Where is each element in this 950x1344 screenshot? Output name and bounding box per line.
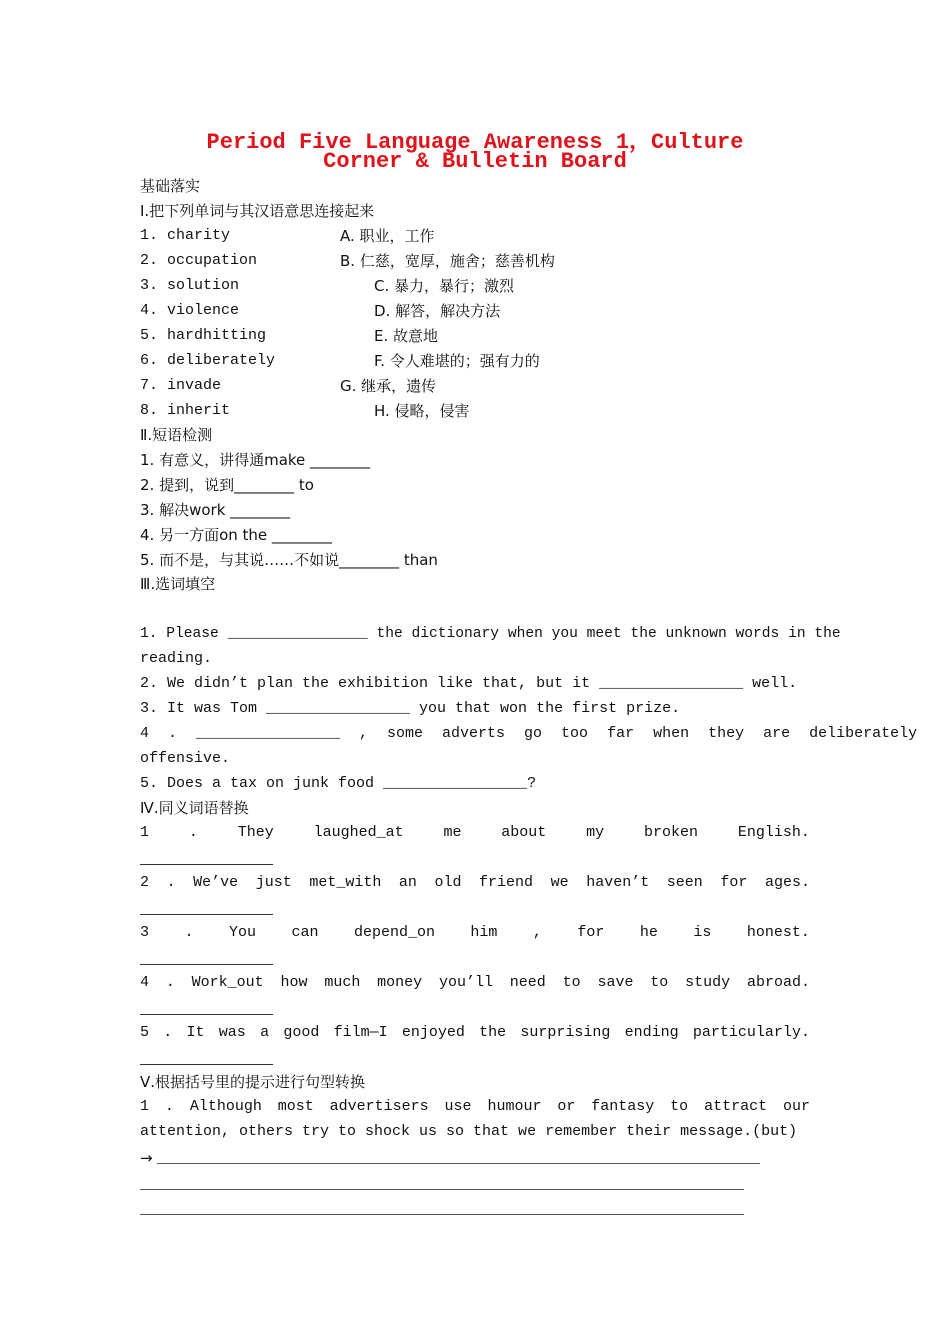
answer-blank — [140, 864, 273, 865]
section-1-heading: Ⅰ.把下列单词与其汉语意思连接起来 — [140, 202, 375, 220]
word: we — [550, 874, 569, 891]
answer-line — [140, 1189, 744, 1190]
fill-blank-item: 3. It was Tom ________________ you that won the first prize. — [140, 700, 681, 717]
meaning-item: D. 解答，解决方法 — [374, 302, 501, 320]
section-2-heading: Ⅱ.短语检测 — [140, 426, 213, 444]
synonym-item-4 — [140, 973, 810, 993]
meaning-item: H. 侵略，侵害 — [374, 402, 470, 420]
answer-line — [140, 1214, 744, 1215]
word: good — [283, 1024, 320, 1041]
word: We’ve — [193, 874, 239, 891]
word: . — [163, 1024, 173, 1041]
word: money — [377, 974, 423, 991]
word: ages. — [764, 874, 810, 891]
word: can — [291, 924, 319, 941]
meaning-item: B. 仁慈，宽厚，施舍；慈善机构 — [340, 252, 555, 270]
fill-blank-item: reading. — [140, 650, 213, 667]
word: laughed_at — [313, 824, 404, 841]
word: Work_out — [191, 974, 264, 991]
page-title-line-1: Period Five Language Awareness 1，Culture — [206, 130, 744, 155]
word-item: 3. solution — [140, 277, 240, 294]
word-item: 4. violence — [140, 302, 240, 319]
word: It — [186, 1024, 205, 1041]
word: him — [470, 924, 498, 941]
word: film—I — [333, 1024, 388, 1041]
meaning-item: C. 暴力，暴行；激烈 — [374, 277, 515, 295]
meaning-item: E. 故意地 — [374, 327, 439, 345]
word: 2 — [140, 874, 150, 891]
section-4-heading: Ⅳ.同义词语替换 — [140, 799, 249, 817]
word-item: 5. hardhitting — [140, 327, 267, 344]
word-item: 6. deliberately — [140, 352, 276, 369]
basic-section-label: 基础落实 — [140, 177, 201, 195]
meaning-item: F. 令人难堪的；强有力的 — [374, 352, 540, 370]
transform-item-1-line-1 — [140, 1097, 810, 1117]
word: particularly. — [692, 1024, 810, 1041]
phrase-item: 2. 提到，说到________ to — [140, 476, 314, 494]
word: abroad. — [746, 974, 810, 991]
word: was — [218, 1024, 246, 1041]
word: friend — [479, 874, 534, 891]
word: . — [165, 974, 175, 991]
word: surprising — [520, 1024, 611, 1041]
word: , — [532, 924, 542, 941]
page-title-line-2: Corner & Bulletin Board — [323, 149, 627, 174]
word: ending — [624, 1024, 679, 1041]
word: about — [501, 824, 547, 841]
word: enjoyed — [401, 1024, 465, 1041]
word: 1 — [140, 824, 150, 841]
word: depend_on — [353, 924, 435, 941]
phrase-item: 4. 另一方面on the ________ — [140, 526, 332, 544]
word: 4 — [140, 974, 150, 991]
word: for — [720, 874, 748, 891]
word: attract — [704, 1098, 768, 1115]
word: seen — [666, 874, 703, 891]
word: me — [443, 824, 462, 841]
word: most — [277, 1098, 314, 1115]
word: met_with — [309, 874, 382, 891]
phrase-item: 3. 解决work ________ — [140, 501, 291, 519]
answer-line — [157, 1163, 760, 1164]
phrase-item: 5. 而不是，与其说……不如说________ than — [140, 551, 438, 569]
word: to — [670, 1098, 689, 1115]
word: much — [324, 974, 361, 991]
word: honest. — [746, 924, 810, 941]
word: Although — [189, 1098, 262, 1115]
word: you’ll — [438, 974, 493, 991]
word-item: 1. charity — [140, 227, 231, 244]
synonym-item-5 — [140, 1023, 810, 1043]
word: the — [479, 1024, 507, 1041]
word: advertisers — [329, 1098, 429, 1115]
word: my — [586, 824, 605, 841]
word: They — [237, 824, 274, 841]
answer-blank — [140, 914, 273, 915]
word: use — [444, 1098, 472, 1115]
synonym-item-3 — [140, 923, 810, 943]
word: study — [685, 974, 731, 991]
word: . — [184, 924, 194, 941]
word: or — [557, 1098, 576, 1115]
word: humour — [487, 1098, 542, 1115]
meaning-item: A. 职业，工作 — [340, 227, 435, 245]
word: old — [434, 874, 462, 891]
synonym-item-2 — [140, 873, 810, 893]
synonym-item-1 — [140, 823, 810, 843]
word: a — [260, 1024, 270, 1041]
fill-blank-item: 4 . ________________ , some adverts go too far when they are deliberately — [140, 725, 918, 742]
word: 5 — [140, 1024, 150, 1041]
word: for — [577, 924, 605, 941]
word: to — [650, 974, 669, 991]
answer-blank — [140, 964, 273, 965]
fill-blank-item: offensive. — [140, 750, 231, 767]
fill-blank-item: 1. Please ________________ the dictionary when you meet the unknown words in the — [140, 626, 841, 642]
word: how — [280, 974, 308, 991]
word: haven’t — [586, 874, 650, 891]
word: he — [639, 924, 658, 941]
word-item: 8. inherit — [140, 402, 231, 419]
word: 1 — [140, 1098, 150, 1115]
word-item: 2. occupation — [140, 252, 258, 269]
answer-blank — [140, 1064, 273, 1065]
word: broken — [644, 824, 699, 841]
word: fantasy — [591, 1098, 655, 1115]
word: to — [562, 974, 581, 991]
word: save — [597, 974, 634, 991]
answer-blank — [140, 1014, 273, 1015]
word: English. — [737, 824, 810, 841]
word-item: 7. invade — [140, 377, 222, 394]
section-5-heading: Ⅴ.根据括号里的提示进行句型转换 — [140, 1073, 366, 1091]
meaning-item: G. 继承，遗传 — [340, 377, 437, 395]
word: is — [693, 924, 712, 941]
word: 3 — [140, 924, 150, 941]
word: . — [188, 824, 198, 841]
word: our — [782, 1098, 810, 1115]
word: an — [398, 874, 417, 891]
arrow-icon: → — [140, 1149, 153, 1167]
phrase-item: 1. 有意义，讲得通make ________ — [140, 451, 371, 469]
fill-blank-item: 2. We didn’t plan the exhibition like that, but it ________________ well. — [140, 675, 798, 692]
word: . — [166, 874, 176, 891]
word: . — [164, 1098, 174, 1115]
word: need — [509, 974, 546, 991]
section-3-heading: Ⅲ.选词填空 — [140, 575, 216, 593]
word: just — [255, 874, 292, 891]
fill-blank-item: 5. Does a tax on junk food ________________? — [140, 775, 537, 792]
word: You — [228, 924, 256, 941]
transform-item-1-line-2: attention, others try to shock us so that we remember their message.(but) — [140, 1123, 798, 1140]
